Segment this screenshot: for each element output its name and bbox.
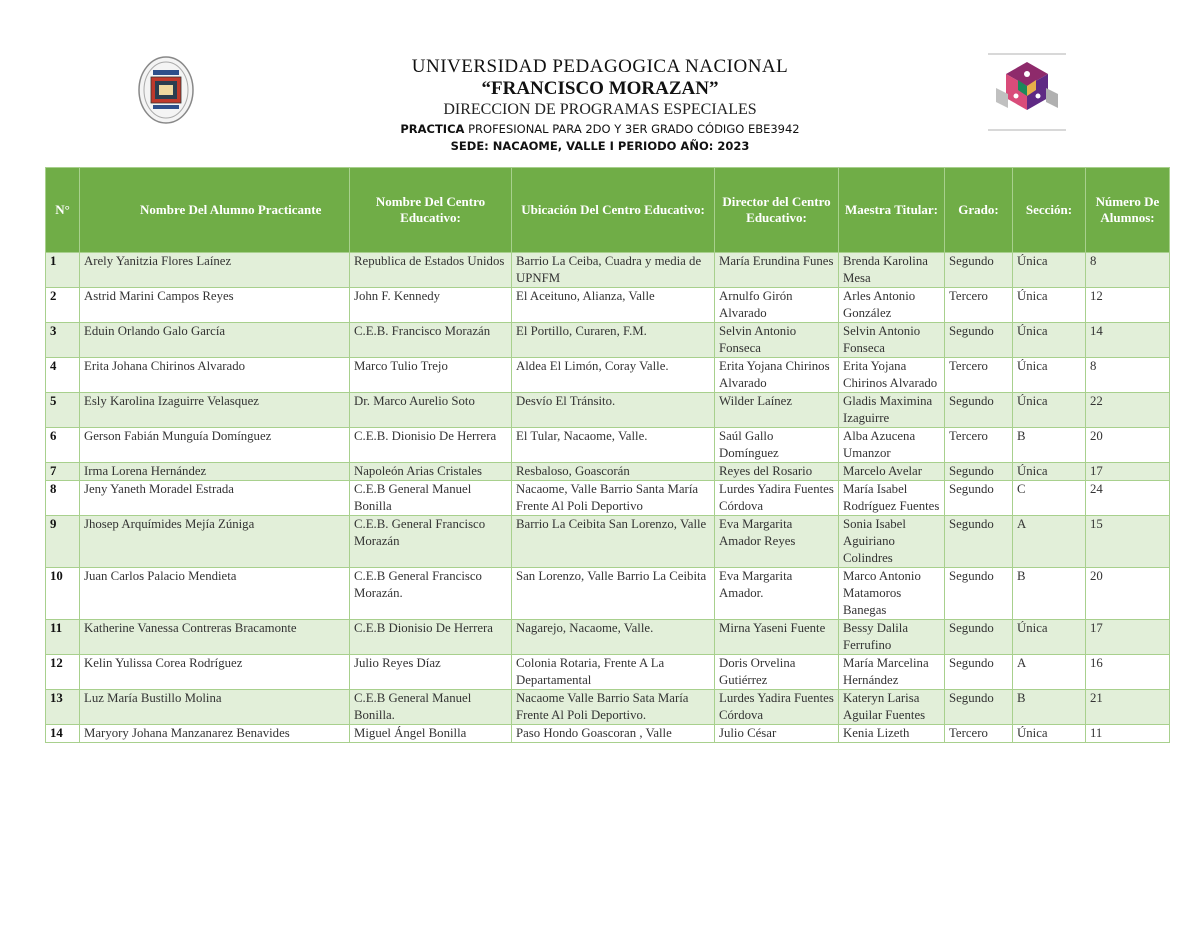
- section: B: [1013, 428, 1086, 463]
- university-subtitle: “FRANCISCO MORAZAN”: [481, 78, 719, 99]
- student-count: 20: [1086, 568, 1170, 620]
- school-name: Miguel Ángel Bonilla: [350, 725, 512, 743]
- student-count: 17: [1086, 463, 1170, 481]
- section: Única: [1013, 393, 1086, 428]
- table-row: [46, 463, 1170, 481]
- student-count: 17: [1086, 620, 1170, 655]
- head-teacher: Kateryn Larisa Aguilar Fuentes: [839, 690, 945, 725]
- student-count: 20: [1086, 428, 1170, 463]
- row-number: 1: [46, 253, 80, 288]
- section: C: [1013, 481, 1086, 516]
- student-count: 22: [1086, 393, 1170, 428]
- school-name: Dr. Marco Aurelio Soto: [350, 393, 512, 428]
- table-row: [46, 323, 1170, 358]
- school-director: Lurdes Yadira Fuentes Córdova: [715, 481, 839, 516]
- site-period-line: SEDE: NACAOME, VALLE I PERIODO AÑO: 2023: [450, 139, 750, 153]
- table-row: [46, 690, 1170, 725]
- row-number: 14: [46, 725, 80, 743]
- grade: Tercero: [945, 725, 1013, 743]
- head-teacher: Alba Azucena Umanzor: [839, 428, 945, 463]
- row-number: 11: [46, 620, 80, 655]
- school-name: John F. Kennedy: [350, 288, 512, 323]
- school-director: Eva Margarita Amador.: [715, 568, 839, 620]
- table-row: [46, 655, 1170, 690]
- student-name: Eduin Orlando Galo García: [80, 323, 350, 358]
- student-name: Arely Yanitzia Flores Laínez: [80, 253, 350, 288]
- school-director: Wilder Laínez: [715, 393, 839, 428]
- school-location: Resbaloso, Goascorán: [512, 463, 715, 481]
- table-row: [46, 725, 1170, 743]
- school-name: C.E.B General Francisco Morazán.: [350, 568, 512, 620]
- school-director: Erita Yojana Chirinos Alvarado: [715, 358, 839, 393]
- row-number: 9: [46, 516, 80, 568]
- student-name: Maryory Johana Manzanarez Benavides: [80, 725, 350, 743]
- school-director: Lurdes Yadira Fuentes Córdova: [715, 690, 839, 725]
- school-director: Eva Margarita Amador Reyes: [715, 516, 839, 568]
- col-header-director: Director del Centro Educativo:: [715, 168, 839, 253]
- school-location: Desvío El Tránsito.: [512, 393, 715, 428]
- student-name: Luz María Bustillo Molina: [80, 690, 350, 725]
- school-location: El Aceituno, Alianza, Valle: [512, 288, 715, 323]
- table-row: [46, 481, 1170, 516]
- section: Única: [1013, 463, 1086, 481]
- row-number: 5: [46, 393, 80, 428]
- table-row: [46, 253, 1170, 288]
- head-teacher: Marco Antonio Matamoros Banegas: [839, 568, 945, 620]
- grade: Tercero: [945, 288, 1013, 323]
- table-row: [46, 393, 1170, 428]
- row-number: 10: [46, 568, 80, 620]
- row-number: 4: [46, 358, 80, 393]
- section: Única: [1013, 288, 1086, 323]
- student-count: 15: [1086, 516, 1170, 568]
- table-row: [46, 516, 1170, 568]
- head-teacher: Erita Yojana Chirinos Alvarado: [839, 358, 945, 393]
- student-count: 12: [1086, 288, 1170, 323]
- col-header-teacher: Maestra Titular:: [839, 168, 945, 253]
- school-director: Doris Orvelina Gutiérrez: [715, 655, 839, 690]
- student-name: Jeny Yaneth Moradel Estrada: [80, 481, 350, 516]
- section: B: [1013, 690, 1086, 725]
- row-number: 8: [46, 481, 80, 516]
- school-name: C.E.B General Manuel Bonilla.: [350, 690, 512, 725]
- school-name: Republica de Estados Unidos: [350, 253, 512, 288]
- row-number: 6: [46, 428, 80, 463]
- grade: Segundo: [945, 463, 1013, 481]
- school-location: Colonia Rotaria, Frente A La Departamental: [512, 655, 715, 690]
- school-location: Paso Hondo Goascoran , Valle: [512, 725, 715, 743]
- school-name: C.E.B. Francisco Morazán: [350, 323, 512, 358]
- section: Única: [1013, 358, 1086, 393]
- student-name: Katherine Vanessa Contreras Bracamonte: [80, 620, 350, 655]
- head-teacher: Gladis Maximina Izaguirre: [839, 393, 945, 428]
- school-location: Aldea El Limón, Coray Valle.: [512, 358, 715, 393]
- school-name: C.E.B. Dionisio De Herrera: [350, 428, 512, 463]
- student-name: Gerson Fabián Munguía Domínguez: [80, 428, 350, 463]
- table-row: [46, 288, 1170, 323]
- school-location: El Tular, Nacaome, Valle.: [512, 428, 715, 463]
- col-header-number: N°: [46, 168, 80, 253]
- row-number: 12: [46, 655, 80, 690]
- school-name: C.E.B. General Francisco Morazán: [350, 516, 512, 568]
- table-row: [46, 620, 1170, 655]
- grade: Segundo: [945, 655, 1013, 690]
- student-count: 16: [1086, 655, 1170, 690]
- row-number: 2: [46, 288, 80, 323]
- grade: Tercero: [945, 358, 1013, 393]
- school-director: Selvin Antonio Fonseca: [715, 323, 839, 358]
- course-line-bold: PRACTICA: [400, 122, 465, 136]
- head-teacher: Marcelo Avelar: [839, 463, 945, 481]
- student-count: 24: [1086, 481, 1170, 516]
- student-count: 8: [1086, 253, 1170, 288]
- student-count: 8: [1086, 358, 1170, 393]
- head-teacher: Sonia Isabel Aguiriano Colindres: [839, 516, 945, 568]
- school-location: San Lorenzo, Valle Barrio La Ceibita: [512, 568, 715, 620]
- school-director: Julio César: [715, 725, 839, 743]
- grade: Segundo: [945, 690, 1013, 725]
- col-header-grade: Grado:: [945, 168, 1013, 253]
- grade: Tercero: [945, 428, 1013, 463]
- school-location: Barrio La Ceibita San Lorenzo, Valle: [512, 516, 715, 568]
- section: A: [1013, 516, 1086, 568]
- school-director: Arnulfo Girón Alvarado: [715, 288, 839, 323]
- col-header-location: Ubicación Del Centro Educativo:: [512, 168, 715, 253]
- grade: Segundo: [945, 568, 1013, 620]
- head-teacher: Arles Antonio González: [839, 288, 945, 323]
- head-teacher: Selvin Antonio Fonseca: [839, 323, 945, 358]
- student-name: Astrid Marini Campos Reyes: [80, 288, 350, 323]
- row-number: 13: [46, 690, 80, 725]
- document-header: [0, 56, 1200, 155]
- grade: Segundo: [945, 323, 1013, 358]
- table-header-row: [46, 168, 1170, 253]
- section: A: [1013, 655, 1086, 690]
- head-teacher: Brenda Karolina Mesa: [839, 253, 945, 288]
- student-count: 14: [1086, 323, 1170, 358]
- col-header-section: Sección:: [1013, 168, 1086, 253]
- head-teacher: María Marcelina Hernández: [839, 655, 945, 690]
- row-number: 3: [46, 323, 80, 358]
- course-line: [0, 120, 1200, 138]
- head-teacher: Kenia Lizeth: [839, 725, 945, 743]
- course-line-rest: PROFESIONAL PARA 2DO Y 3ER GRADO CÓDIGO EBE3942: [464, 122, 800, 136]
- section: Única: [1013, 725, 1086, 743]
- section: B: [1013, 568, 1086, 620]
- student-name: Kelin Yulissa Corea Rodríguez: [80, 655, 350, 690]
- table-row: [46, 358, 1170, 393]
- table-row: [46, 568, 1170, 620]
- student-count: 21: [1086, 690, 1170, 725]
- student-name: Juan Carlos Palacio Mendieta: [80, 568, 350, 620]
- head-teacher: María Isabel Rodríguez Fuentes: [839, 481, 945, 516]
- head-teacher: Bessy Dalila Ferrufino: [839, 620, 945, 655]
- row-number: 7: [46, 463, 80, 481]
- school-name: Marco Tulio Trejo: [350, 358, 512, 393]
- grade: Segundo: [945, 516, 1013, 568]
- school-location: El Portillo, Curaren, F.M.: [512, 323, 715, 358]
- school-director: Reyes del Rosario: [715, 463, 839, 481]
- grade: Segundo: [945, 253, 1013, 288]
- students-table: [45, 167, 1170, 743]
- school-director: María Erundina Funes: [715, 253, 839, 288]
- school-location: Nagarejo, Nacaome, Valle.: [512, 620, 715, 655]
- school-location: Barrio La Ceiba, Cuadra y media de UPNFM: [512, 253, 715, 288]
- section: Única: [1013, 253, 1086, 288]
- col-header-count: Número De Alumnos:: [1086, 168, 1170, 253]
- university-name: UNIVERSIDAD PEDAGOGICA NACIONAL: [411, 56, 789, 77]
- student-name: Irma Lorena Hernández: [80, 463, 350, 481]
- grade: Segundo: [945, 620, 1013, 655]
- department-name: DIRECCION DE PROGRAMAS ESPECIALES: [443, 101, 757, 118]
- section: Única: [1013, 620, 1086, 655]
- school-name: Napoleón Arias Cristales: [350, 463, 512, 481]
- table-row: [46, 428, 1170, 463]
- student-name: Esly Karolina Izaguirre Velasquez: [80, 393, 350, 428]
- school-name: C.E.B General Manuel Bonilla: [350, 481, 512, 516]
- grade: Segundo: [945, 393, 1013, 428]
- school-director: Saúl Gallo Domínguez: [715, 428, 839, 463]
- student-count: 11: [1086, 725, 1170, 743]
- student-name: Erita Johana Chirinos Alvarado: [80, 358, 350, 393]
- school-director: Mirna Yaseni Fuente: [715, 620, 839, 655]
- school-name: C.E.B Dionisio De Herrera: [350, 620, 512, 655]
- school-name: Julio Reyes Díaz: [350, 655, 512, 690]
- student-name: Jhosep Arquímides Mejía Zúniga: [80, 516, 350, 568]
- section: Única: [1013, 323, 1086, 358]
- col-header-school: Nombre Del Centro Educativo:: [350, 168, 512, 253]
- col-header-student: Nombre Del Alumno Practicante: [80, 168, 350, 253]
- school-location: Nacaome Valle Barrio Sata María Frente Al Poli Deportivo.: [512, 690, 715, 725]
- grade: Segundo: [945, 481, 1013, 516]
- school-location: Nacaome, Valle Barrio Santa María Frente Al Poli Deportivo: [512, 481, 715, 516]
